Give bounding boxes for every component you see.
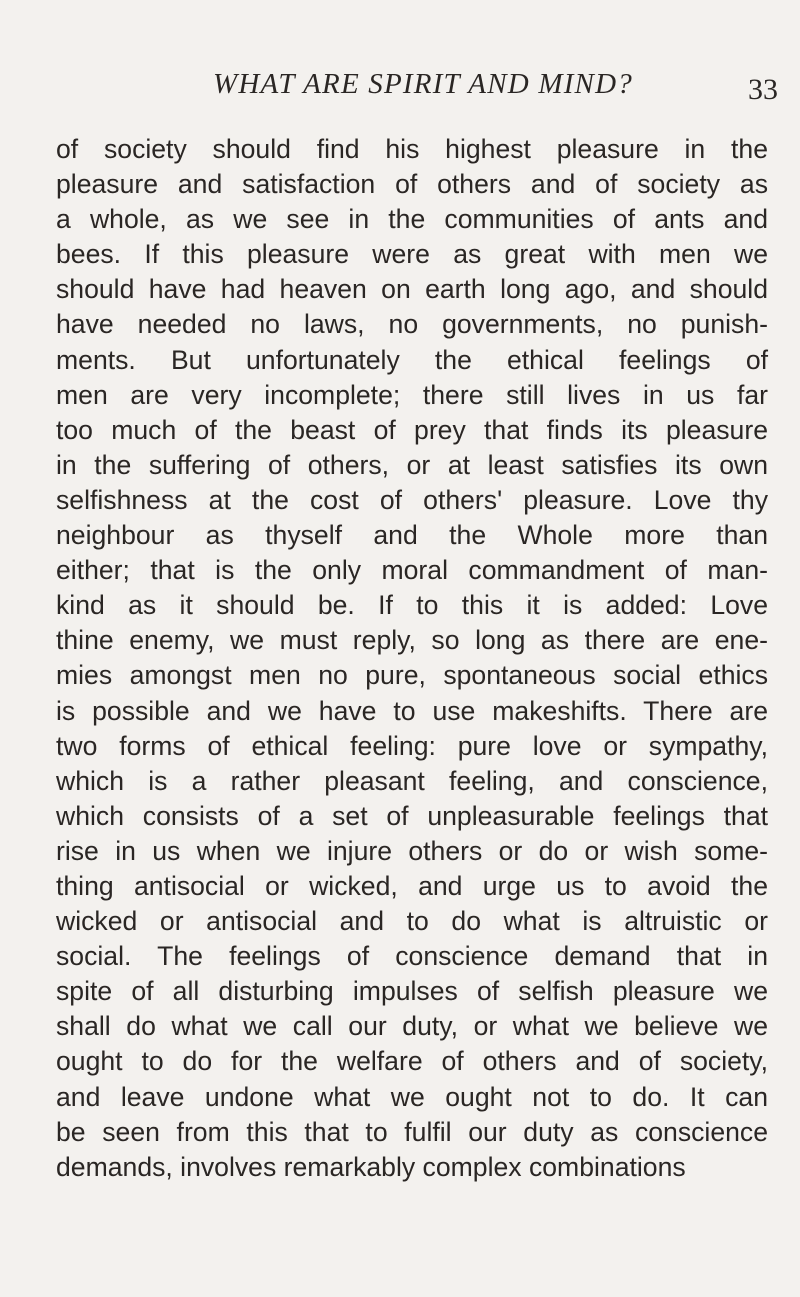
text-line: which consists of a set of unpleasurable feelings that bbox=[56, 800, 768, 831]
text-line: mies amongst men no pure, spontaneous social ethics bbox=[56, 660, 768, 691]
text-line: should have had heaven on earth long ago, and should bbox=[56, 274, 768, 305]
page-number: 33 bbox=[748, 73, 778, 106]
text-line: a whole, as we see in the communities of ants and bbox=[56, 204, 768, 235]
text-line: of society should find his highest pleasure in the bbox=[56, 134, 768, 164]
text-line: have needed no laws, no governments, no punish- bbox=[56, 309, 768, 340]
text-line: too much of the beast of prey that finds its pleasure bbox=[56, 414, 768, 445]
text-line: be seen from this that to fulfil our duty as conscience bbox=[56, 1116, 768, 1147]
text-line: two forms of ethical feeling: pure love or sympathy, bbox=[56, 730, 768, 761]
text-line: which is a rather pleasant feeling, and conscience, bbox=[56, 765, 768, 796]
text-line: and leave undone what we ought not to do. It can bbox=[56, 1081, 768, 1112]
text-line: thing antisocial or wicked, and urge us to avoid the bbox=[56, 870, 768, 901]
text-line: neighbour as thyself and the Whole more than bbox=[56, 520, 768, 551]
text-line: in the suffering of others, or at least satisfies its own bbox=[56, 449, 768, 480]
text-line: shall do what we call our duty, or what we believe we bbox=[56, 1011, 768, 1042]
text-line: ments. But unfortunately the ethical feelings of bbox=[56, 344, 768, 375]
text-line: demands, involves remarkably complex combinations bbox=[56, 1151, 686, 1182]
running-head bbox=[68, 66, 778, 110]
text-line: social. The feelings of conscience demand that in bbox=[56, 941, 768, 972]
text-line: is possible and we have to use makeshifts. There are bbox=[56, 695, 768, 726]
text-line: thine enemy, we must reply, so long as there are ene- bbox=[56, 625, 768, 656]
text-line: wicked or antisocial and to do what is altruistic or bbox=[56, 906, 768, 937]
text-line: rise in us when we injure others or do or wish some- bbox=[56, 835, 768, 866]
text-line: kind as it should be. If to this it is added: Love bbox=[56, 590, 768, 621]
running-title: WHAT ARE SPIRIT AND MIND? bbox=[213, 68, 633, 100]
text-line: pleasure and satisfaction of others and of society as bbox=[56, 169, 768, 200]
text-line: ought to do for the welfare of others and of society, bbox=[56, 1046, 768, 1077]
text-line: either; that is the only moral commandment of man- bbox=[56, 555, 768, 586]
text-line: spite of all disturbing impulses of selfish pleasure we bbox=[56, 976, 768, 1007]
text-line: bees. If this pleasure were as great with men we bbox=[56, 239, 768, 270]
body-paragraph bbox=[56, 132, 768, 1185]
text-line: selfishness at the cost of others' pleasure. Love thy bbox=[56, 484, 768, 515]
text-line: men are very incomplete; there still lives in us far bbox=[56, 379, 768, 410]
